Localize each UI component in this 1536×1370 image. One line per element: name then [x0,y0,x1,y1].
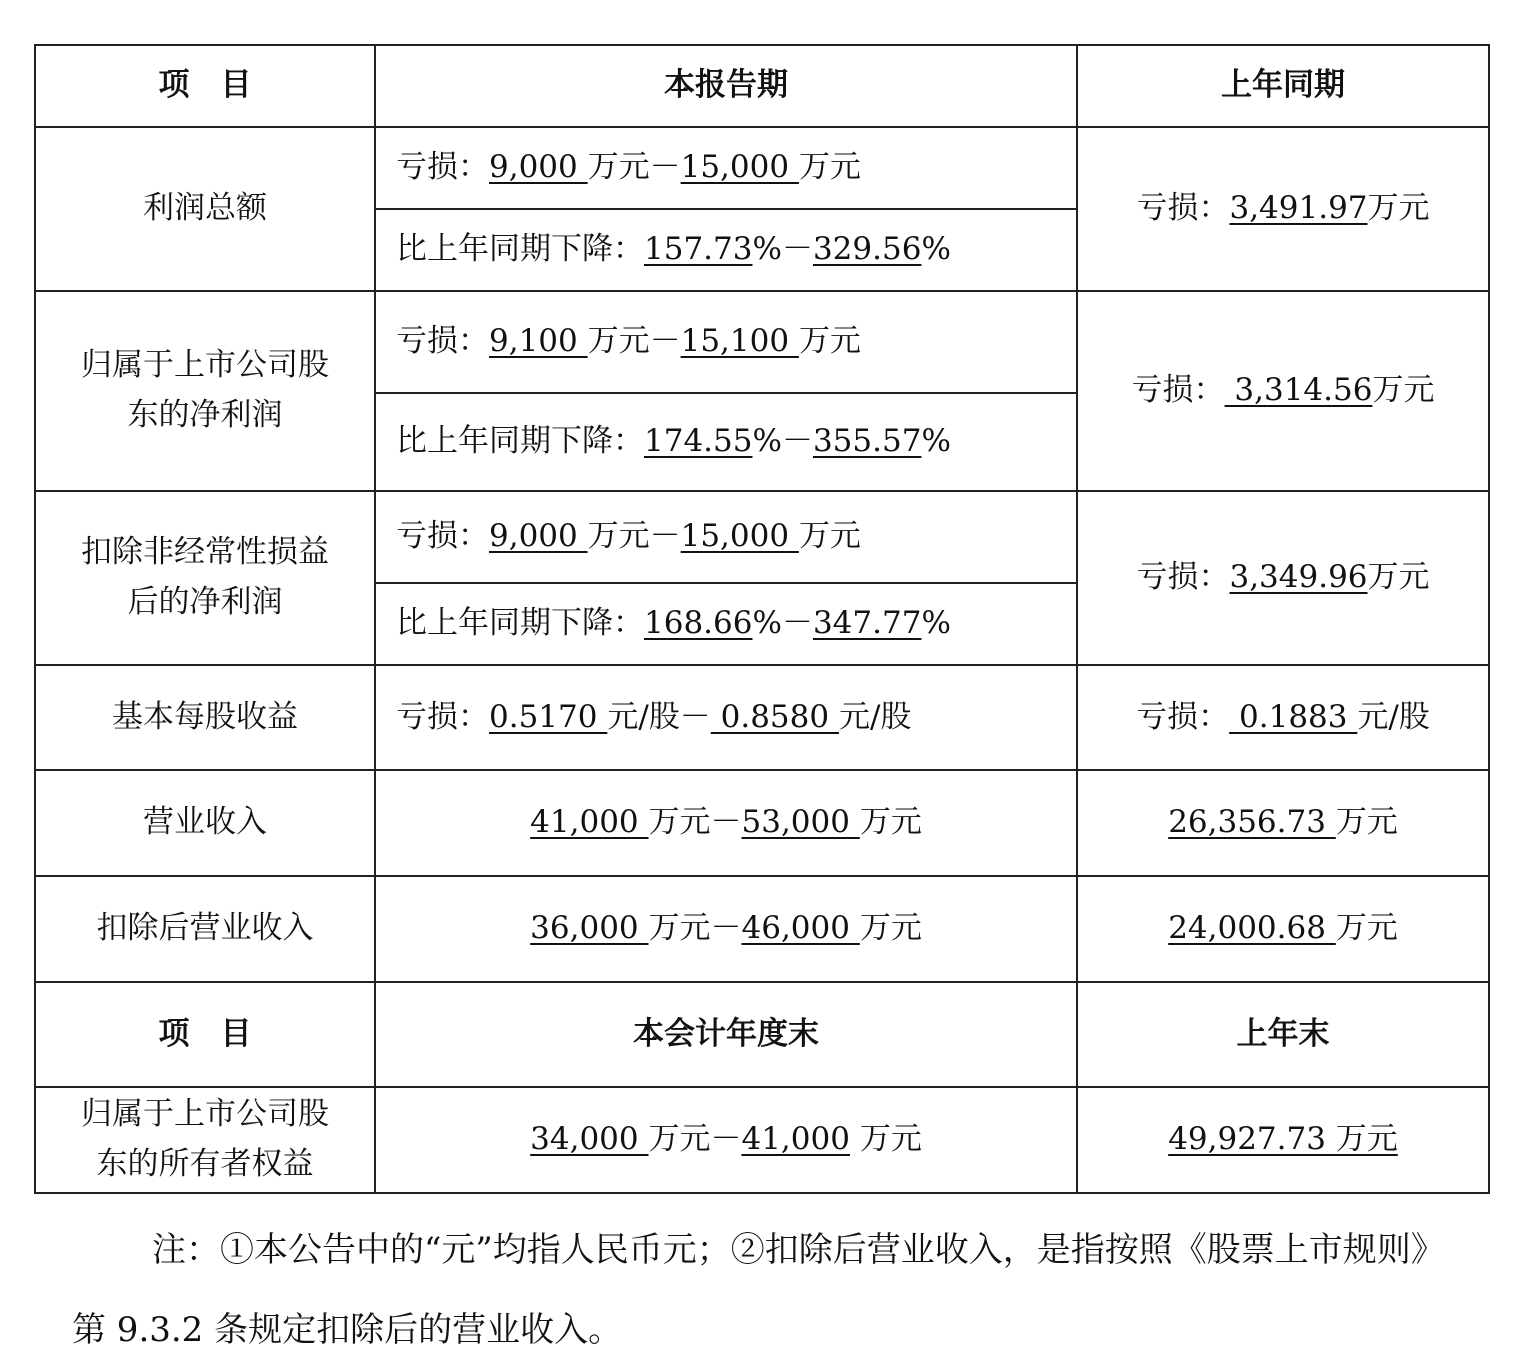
row-label-equity: 归属于上市公司股 东的所有者权益 [35,1087,375,1193]
equity-range: 34,000 万元－41,000 万元 [375,1087,1077,1193]
footnote: 注：①本公告中的“元”均指人民币元；②扣除后营业收入，是指按照《股票上市规则》第 9.3.2 条规定扣除后的营业收入。 [72,1230,1445,1350]
net-profit-deducted-prior: 亏损：3,349.96万元 [1077,491,1489,665]
header2-current: 本会计年度末 [375,982,1077,1087]
forecast-table [34,44,1490,1194]
header-current-period: 本报告期 [375,45,1077,127]
row-label-net-profit-deducted: 扣除非经常性损益 后的净利润 [35,491,375,665]
header-prior-period: 上年同期 [1077,45,1489,127]
row-label-total-profit: 利润总额 [35,127,375,291]
header2-prior: 上年末 [1077,982,1489,1087]
revenue-prior: 26,356.73 万元 [1077,770,1489,876]
net-profit-parent-change: 比上年同期下降：174.55%－355.57% [375,393,1077,491]
total-profit-high: 15,000 [680,149,799,186]
header-item: 项 目 [35,45,375,127]
table-header-row [35,45,1489,127]
revenue-deducted-prior: 24,000.68 万元 [1077,876,1489,982]
row-label-revenue-deducted: 扣除后营业收入 [35,876,375,982]
row-label-revenue: 营业收入 [35,770,375,876]
table-row [35,1087,1489,1193]
net-profit-deducted-range: 亏损：9,000 万元－15,000 万元 [375,491,1077,583]
table-row [35,770,1489,876]
eps-prior: 亏损： 0.1883 元/股 [1077,665,1489,770]
table-row [35,665,1489,770]
table-header-row [35,982,1489,1087]
header2-item: 项 目 [35,982,375,1087]
net-profit-parent-prior: 亏损： 3,314.56万元 [1077,291,1489,491]
eps-range: 亏损：0.5170 元/股－ 0.8580 元/股 [375,665,1077,770]
total-profit-change: 比上年同期下降：157.73%－329.56% [375,209,1077,291]
table-row [35,127,1489,209]
revenue-deducted-range: 36,000 万元－46,000 万元 [375,876,1077,982]
total-profit-range: 亏损：9,000 万元－15,000 万元 [375,127,1077,209]
table-row [35,491,1489,583]
revenue-range: 41,000 万元－53,000 万元 [375,770,1077,876]
total-profit-prior: 亏损：3,491.97万元 [1077,127,1489,291]
row-label-eps: 基本每股收益 [35,665,375,770]
total-profit-low: 9,000 [489,149,588,186]
table-row [35,876,1489,982]
table-row [35,291,1489,393]
net-profit-parent-range: 亏损：9,100 万元－15,100 万元 [375,291,1077,393]
row-label-net-profit-parent: 归属于上市公司股 东的净利润 [35,291,375,491]
net-profit-deducted-change: 比上年同期下降：168.66%－347.77% [375,583,1077,665]
equity-prior: 49,927.73 万元 [1077,1087,1489,1193]
